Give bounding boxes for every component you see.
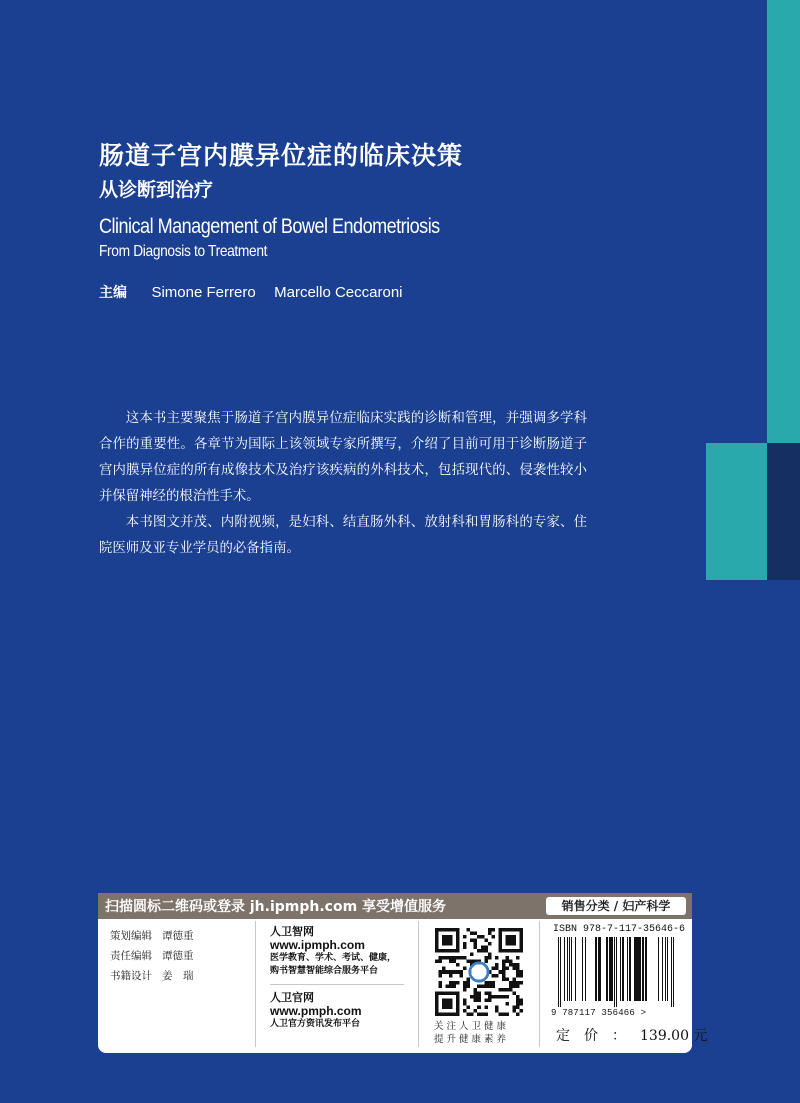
editors-label: 主编 <box>99 285 127 301</box>
description-paragraph: 本书图文并茂、内附视频，是妇科、结直肠外科、放射科和胃肠科的专家、住院医师及亚专业学员的必备指南。 <box>99 515 587 556</box>
teal-accent-block <box>706 443 767 580</box>
divider <box>255 921 256 1047</box>
banner-text: 扫描圆标二维码或登录 jh.ipmph.com 享受增值服务 <box>105 899 447 915</box>
isbn-number: ISBN 978-7-117-35646-6 <box>553 924 686 935</box>
credit-name: 谭德重 <box>162 950 194 962</box>
site-url-link[interactable]: www.pmph.com <box>270 1004 362 1018</box>
price-value: 139.00 元 <box>640 1028 708 1044</box>
editor-name: Simone Ferrero <box>151 284 256 301</box>
site-title: 人卫官网 <box>270 991 314 1004</box>
website-info <box>270 925 404 1031</box>
editors-line <box>99 282 417 302</box>
credit-row <box>110 946 194 966</box>
credit-role: 书籍设计 <box>110 970 152 982</box>
credit-name: 姜 瑞 <box>162 970 194 982</box>
divider <box>539 921 540 1047</box>
site-url-link[interactable]: www.ipmph.com <box>270 938 365 952</box>
qr-caption <box>434 1020 526 1046</box>
credit-role: 责任编辑 <box>110 950 152 962</box>
qr-caption-line: 关注人卫健康 <box>434 1021 510 1032</box>
publication-info-panel <box>98 893 708 1053</box>
qr-caption-line: 提升健康素养 <box>434 1034 510 1045</box>
site-description: 购书智慧智能综合服务平台 <box>270 966 379 976</box>
book-subtitle-chinese: 从诊断到治疗 <box>99 179 214 201</box>
qr-code-icon[interactable] <box>435 928 523 1016</box>
sales-category-label: 销售分类 / 妇产科学 <box>546 897 686 915</box>
barcode-icon <box>557 937 677 1007</box>
book-title-chinese: 肠道子宫内膜异位症的临床决策 <box>99 141 464 170</box>
book-description <box>99 406 587 562</box>
site-title: 人卫智网 <box>270 925 314 938</box>
credit-row <box>110 926 194 946</box>
divider <box>270 984 404 985</box>
site-description: 医学教育、学术、考试、健康， <box>270 953 397 963</box>
site-description: 人卫官方资讯发布平台 <box>270 1019 361 1029</box>
editor-name: Marcello Ceccaroni <box>274 284 403 301</box>
divider <box>418 921 419 1047</box>
price-line <box>556 1025 707 1045</box>
barcode-digits: 9 787117 356466 > <box>551 1008 647 1018</box>
credit-name: 谭德重 <box>162 930 194 942</box>
value-added-service-banner <box>98 893 692 919</box>
book-title-english: Clinical Management of Bowel Endometriosis <box>99 215 440 238</box>
description-paragraph: 这本书主要聚焦于肠道子宫内膜异位症临床实践的诊断和管理，并强调多学科合作的重要性。各章节为国际上该领域专家所撰写，介绍了目前可用于诊断肠道子宫内膜异位症的所有成像技术及治疗该疾病的外科技术，包括现代的、侵袭性较小并保留神经的根治性手术。 <box>99 411 587 504</box>
credit-row <box>110 966 194 986</box>
book-subtitle-english: From Diagnosis to Treatment <box>99 243 268 260</box>
navy-accent-block <box>767 443 800 580</box>
credits-list <box>110 926 194 986</box>
price-label: 定价： <box>556 1028 640 1044</box>
credit-role: 策划编辑 <box>110 930 152 942</box>
teal-stripe-top <box>767 0 800 443</box>
